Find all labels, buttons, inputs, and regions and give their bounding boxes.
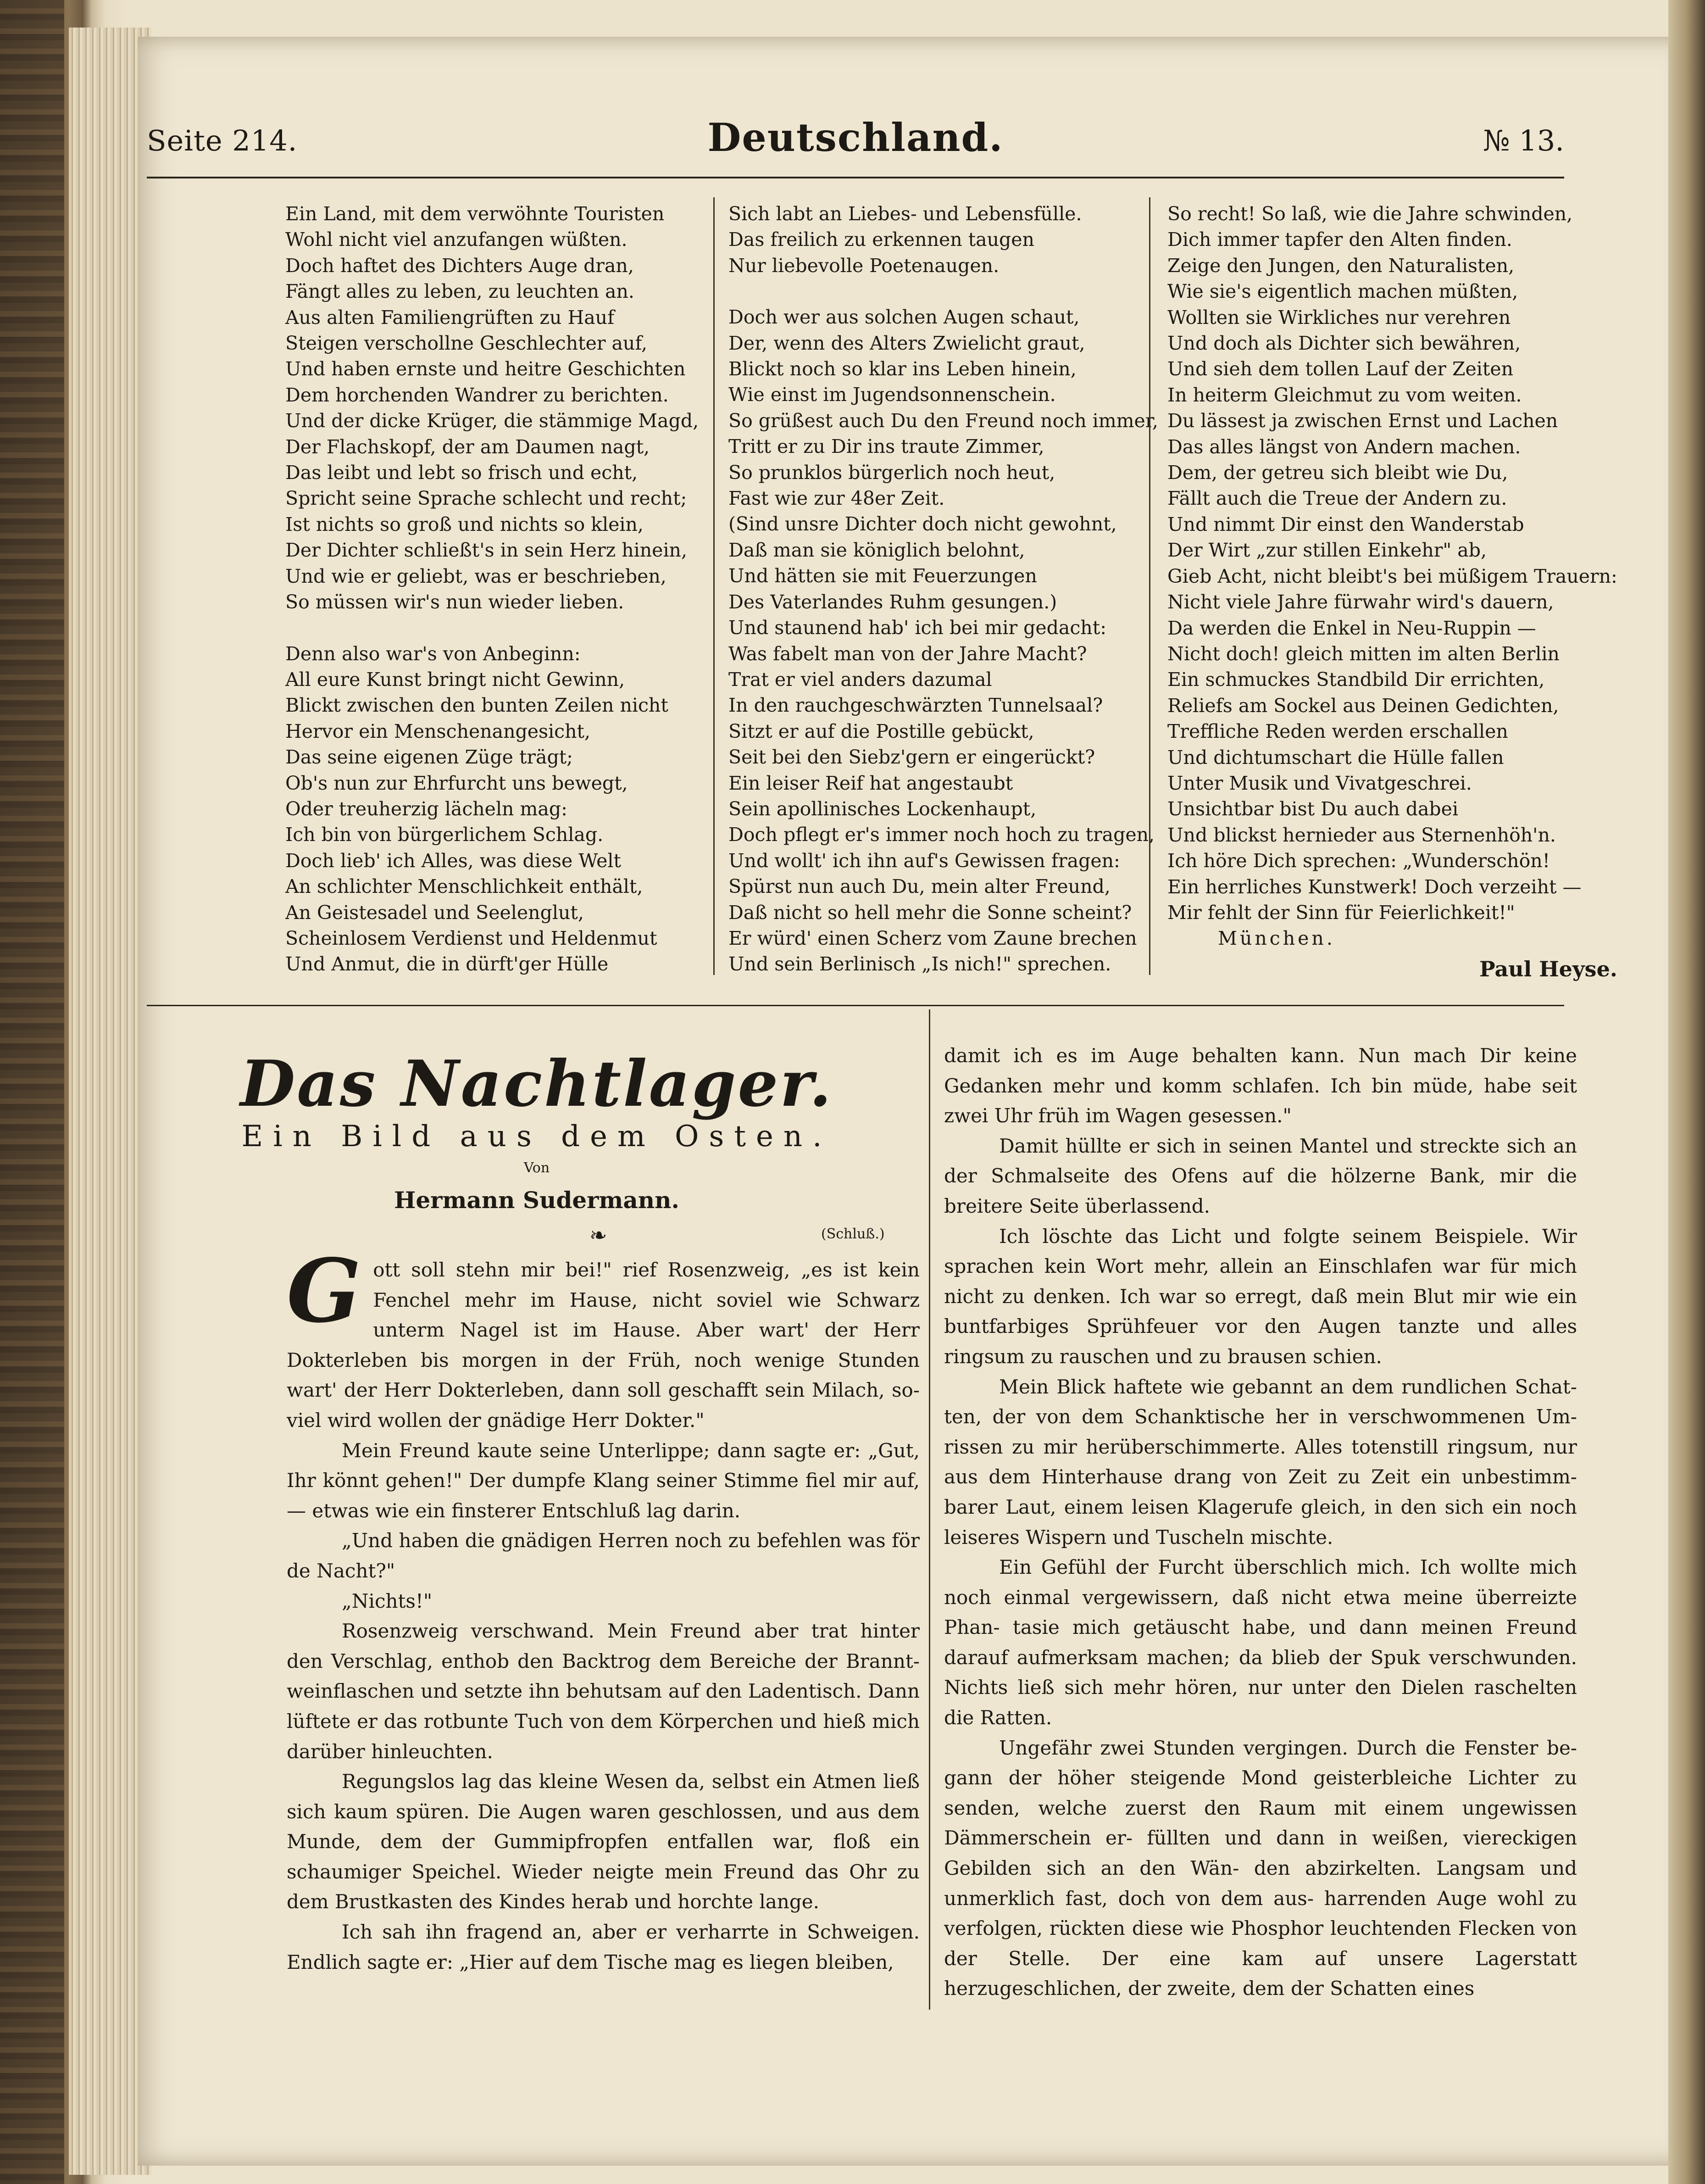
- issue-number: № 13.: [1483, 124, 1564, 157]
- poem-column-2: [728, 201, 1158, 977]
- paragraph-text: damit ich es im Auge behalten kann. Nun mach Dir keine Gedanken mehr und komm schlafen. Ich bin müde, habe seit zwei Uhr früh im Wagen gesessen.": [944, 1044, 1577, 1127]
- poem-line: Der Dichter schließt's in sein Herz hinein,: [285, 539, 687, 562]
- poem-column-3: [1167, 201, 1617, 982]
- poem-line: Du lässest ja zwischen Ernst und Lachen: [1167, 410, 1558, 432]
- poem-line: Des Vaterlandes Ruhm gesungen.): [728, 591, 1057, 613]
- paragraph-text: Regungslos lag das kleine Wesen da, selbst ein Atmen ließ sich kaum spüren. Die Augen waren geschlossen, und aus dem Munde, dem der Gummipfropfen entfallen war, floß ein schaumiger Speichel. Wieder neigte mein Freund das Ohr zu dem Brustkasten des Kindes herab und horchte lange.: [287, 1770, 920, 1913]
- column-separator: [1149, 197, 1150, 975]
- poem-line: Was fabelt man von der Jahre Macht?: [728, 642, 1087, 665]
- poem-line: Der Wirt „zur stillen Einkehr" ab,: [1167, 539, 1487, 562]
- paragraph: [944, 1372, 1577, 1553]
- poem-line: Sitzt er auf die Postille gebückt,: [728, 720, 1034, 742]
- poem-line: Fängt alles zu leben, zu leuchten an.: [285, 280, 634, 303]
- poem-line: All eure Kunst bringt nicht Gewinn,: [285, 668, 625, 691]
- paragraph: [944, 1131, 1577, 1221]
- poem-line: Wie sie's eigentlich machen müßten,: [1167, 280, 1518, 303]
- poem-place: München.: [1218, 927, 1335, 950]
- poem-column-1: [285, 201, 699, 977]
- poem-line: So grüßest auch Du den Freund noch immer,: [728, 409, 1158, 432]
- paragraph-text: Mein Blick haftete wie gebannt an dem rundlichen Schat- ten, der von dem Schanktische her in verschwommenen Um- rissen zu mir herüberschimmerte. Alles totenstill ringsum, nur aus dem Hinterhause drang von Zeit zu Zeit ein unbestimm- barer Laut, einem leisen Klagerufe gleich, in den sich ein noch leiseres Wispern und Tuscheln mischte.: [944, 1375, 1577, 1549]
- article-column-right: [944, 1041, 1577, 2004]
- poem-line: Ein schmuckes Standbild Dir errichten,: [1167, 669, 1545, 691]
- poem-line: Ich höre Dich sprechen: „Wunderschön!: [1167, 850, 1550, 872]
- poem-line: Spürst nun auch Du, mein alter Freund,: [728, 875, 1111, 898]
- right-page-edge: [1668, 0, 1705, 2184]
- stanza-break: [285, 615, 699, 641]
- poem-line: Fast wie zur 48er Zeit.: [728, 487, 945, 510]
- poem-line: Unsichtbar bist Du auch dabei: [1167, 798, 1459, 820]
- paragraph-text: „Nichts!": [342, 1589, 433, 1612]
- poem-line: Seit bei den Siebz'gern er eingerückt?: [728, 746, 1095, 769]
- paragraph: [287, 1526, 920, 1586]
- poem-line: Und sieh dem tollen Lauf der Zeiten: [1167, 358, 1514, 380]
- paragraph: [944, 1221, 1577, 1372]
- paragraph: [944, 1041, 1577, 1131]
- article-byline-von: Von: [523, 1160, 550, 1176]
- article-author: Hermann Sudermann.: [394, 1187, 679, 1214]
- paragraph: [287, 1240, 920, 1436]
- poem-line: Scheinlosem Verdienst und Heldenmut: [285, 927, 657, 949]
- poem-line: Hervor ein Menschenangesicht,: [285, 720, 591, 742]
- poem-line: In den rauchgeschwärzten Tunnelsaal?: [728, 694, 1103, 717]
- poem-line: Denn also war's von Anbeginn:: [285, 642, 581, 665]
- paragraph: [287, 1616, 920, 1766]
- poem-line: So prunklos bürgerlich noch heut,: [728, 461, 1055, 484]
- poem-line: Und nimmt Dir einst den Wanderstab: [1167, 513, 1524, 535]
- paragraph-text: Ein Gefühl der Furcht überschlich mich. Ich wollte mich noch einmal vergewissern, daß nicht etwa meine überreizte Phan- tasie mich getäuscht habe, und dann meinen Freund darauf aufmerksam machen; da blieb der Spuk verschwunden. Nichts ließ sich mehr hören, nur unter den Dielen raschelten die Ratten.: [944, 1556, 1577, 1729]
- article-title: Das Nachtlager.: [240, 1046, 833, 1121]
- poem-line: Das leibt und lebt so frisch und echt,: [285, 462, 638, 484]
- stanza-break: [728, 279, 1158, 304]
- poem-line: Daß man sie königlich belohnt,: [728, 539, 1025, 561]
- fleuron-ornament-icon: ❧: [589, 1223, 607, 1248]
- poem-line: Aus alten Familiengrüften zu Hauf: [285, 306, 615, 329]
- poem-line: Sein apollinisches Lockenhaupt,: [728, 797, 1037, 820]
- journal-title: Deutschland.: [707, 115, 1004, 160]
- poem-line: Das alles längst von Andern machen.: [1167, 435, 1521, 458]
- drop-cap: G: [287, 1240, 361, 1342]
- poem-line: Und doch als Dichter sich bewähren,: [1167, 332, 1521, 355]
- poem-line: Dich immer tapfer den Alten finden.: [1167, 228, 1512, 251]
- poem-line: Wollten sie Wirkliches nur verehren: [1167, 306, 1511, 329]
- poem-line: Wohl nicht viel anzufangen wüßten.: [285, 228, 628, 251]
- book-spine: [0, 0, 64, 2184]
- poem-line: Dem, der getreu sich bleibt wie Du,: [1167, 462, 1508, 484]
- poem-line: Trat er viel anders dazumal: [728, 668, 992, 691]
- poem-line: Mir fehlt der Sinn für Feierlichkeit!": [1167, 901, 1515, 924]
- poem-line: Doch wer aus solchen Augen schaut,: [728, 306, 1080, 329]
- poem-line: Das freilich zu erkennen taugen: [728, 228, 1034, 251]
- article-subtitle: Ein Bild aus dem Osten.: [241, 1120, 832, 1153]
- paragraph: [287, 1586, 920, 1616]
- paragraph-text: Ich löschte das Licht und folgte seinem Beispiele. Wir sprachen kein Wort mehr, allein an Einschlafen war für mich nicht zu denken. Ich war so erregt, daß mein Blut mir wie ein buntfarbiges Sprühfeuer vor den Augen tanzte und alles ringsum zu rauschen und zu brausen schien.: [944, 1225, 1577, 1368]
- poem-line: Fällt auch die Treue der Andern zu.: [1167, 487, 1507, 510]
- poem-line: Er würd' einen Scherz vom Zaune brechen: [728, 927, 1137, 949]
- poem-line: Dem horchenden Wandrer zu berichten.: [285, 384, 669, 406]
- poem-line: Ein Land, mit dem verwöhnte Touristen: [285, 203, 665, 225]
- poem-line: Das seine eigenen Züge trägt;: [285, 746, 573, 769]
- poem-line: Doch haftet des Dichters Auge dran,: [285, 254, 634, 277]
- poem-line: Daß nicht so hell mehr die Sonne scheint?: [728, 901, 1132, 924]
- paragraph-text: Mein Freund kaute seine Unterlippe; dann sagte er: „Gut, Ihr könnt gehen!" Der dumpfe Klang seiner Stimme fiel mir auf, — etwas wie ein finsterer Entschluß lag darin.: [287, 1439, 920, 1522]
- poem-line: Doch pflegt er's immer noch hoch zu tragen,: [728, 824, 1155, 846]
- paragraph-text: ott soll stehn mir bei!" rief Rosenzweig, „es ist kein Fenchel mehr im Hause, nicht soviel wie Schwarz unterm Nagel ist im Hause. Aber wart' der Herr Dokterleben bis morgen in der Früh, noch wenige Stunden wart' der Herr Dokterleben, dann soll geschafft sein Milach, so- viel wird wollen der gnädige Herr Dokter.": [287, 1259, 920, 1432]
- paragraph: [287, 1766, 920, 1917]
- poem-line: In heiterm Gleichmut zu vom weiten.: [1167, 384, 1522, 406]
- poem-line: Spricht seine Sprache schlecht und recht;: [285, 487, 687, 510]
- poem-line: Sich labt an Liebes- und Lebensfülle.: [728, 203, 1082, 225]
- paragraph-text: Rosenzweig verschwand. Mein Freund aber trat hinter den Verschlag, enthob den Backtrog dem Bereiche der Brannt- weinflaschen und setzte ihn behutsam auf den Ladentisch. Dann lüftete er das rotbunte Tuch von dem Körperchen und hieß mich darüber hinleuchten.: [287, 1620, 920, 1763]
- poem-line: Treffliche Reden werden erschallen: [1167, 720, 1508, 743]
- poem-line: So recht! So laß, wie die Jahre schwinden,: [1167, 203, 1573, 225]
- poem-line: Nicht viele Jahre fürwahr wird's dauern,: [1167, 591, 1554, 613]
- poem-line: Gieb Acht, nicht bleibt's bei müßigem Trauern:: [1167, 565, 1617, 587]
- paragraph: [287, 1917, 920, 1977]
- poem-line: Und dichtumschart die Hülle fallen: [1167, 746, 1504, 769]
- poem-line: Der, wenn des Alters Zwielicht graut,: [728, 332, 1085, 354]
- paragraph: [287, 1436, 920, 1526]
- poem-line: Reliefs am Sockel aus Deinen Gedichten,: [1167, 694, 1559, 717]
- poem-line: (Sind unsre Dichter doch nicht gewohnt,: [728, 513, 1117, 535]
- paragraph-text: „Und haben die gnädigen Herren noch zu befehlen was för de Nacht?": [287, 1529, 920, 1582]
- continuation-note: (Schluß.): [821, 1226, 885, 1242]
- poem-line: An Geistesadel und Seelenglut,: [285, 901, 584, 924]
- header-rule: [147, 177, 1564, 178]
- poem-line: Unter Musik und Vivatgeschrei.: [1167, 772, 1472, 794]
- poem-line: Blickt zwischen den bunten Zeilen nicht: [285, 694, 668, 717]
- poem-line: Und hätten sie mit Feuerzungen: [728, 565, 1037, 587]
- poem-line: So müssen wir's nun wieder lieben.: [285, 591, 624, 613]
- poem-line: Und blickst hernieder aus Sternenhöh'n.: [1167, 824, 1556, 846]
- paragraph: [944, 1552, 1577, 1733]
- poem-line: Und sein Berlinisch „Is nich!" sprechen.: [728, 953, 1111, 975]
- poem-line: Tritt er zu Dir ins traute Zimmer,: [728, 435, 1044, 458]
- page-header: [147, 106, 1564, 179]
- page-number: Seite 214.: [147, 124, 298, 157]
- poem-line: Steigen verschollne Geschlechter auf,: [285, 332, 648, 355]
- paragraph-text: Damit hüllte er sich in seinen Mantel und streckte sich an der Schmalseite des Ofens auf die hölzerne Bank, mir die breitere Seite überlassend.: [944, 1134, 1577, 1217]
- poem-author: Paul Heyse.: [1479, 956, 1617, 981]
- poem-line: Ist nichts so groß und nichts so klein,: [285, 513, 644, 535]
- poem-line: Doch lieb' ich Alles, was diese Welt: [285, 849, 621, 872]
- poem-line: Nicht doch! gleich mitten im alten Berlin: [1167, 642, 1560, 665]
- poem-line: Und haben ernste und heitre Geschichten: [285, 358, 686, 380]
- paragraph-text: Ich sah ihn fragend an, aber er verharrte in Schweigen. Endlich sagte er: „Hier auf dem Tische mag es liegen bleiben,: [287, 1921, 920, 1973]
- poem-line: Da werden die Enkel in Neu-Ruppin —: [1167, 617, 1536, 639]
- poem-line: Und staunend hab' ich bei mir gedacht:: [728, 617, 1107, 639]
- poem-line: An schlichter Menschlichkeit enthält,: [285, 875, 643, 898]
- paragraph-text: Ungefähr zwei Stunden vergingen. Durch die Fenster be- gann der höher steigende Mond geisterbleiche Lichter zu senden, welche zuerst den Raum mit einem ungewissen Dämmerschein er- füllten und dann in weißen, viereckigen Gebilden sich an den Wän- den abzirkelten. Langsam und unmerklich fast, doch von dem aus- harrenden Auge wohl zu verfolgen, rückten diese wie Phosphor leuchtenden Flecken von der Stelle. Der eine kam auf unsere Lagerstatt herzugeschlichen, der zweite, dem der Schatten eines: [944, 1736, 1577, 2000]
- paragraph: [944, 1733, 1577, 2004]
- poem-line: Nur liebevolle Poetenaugen.: [728, 254, 1000, 277]
- poem-line: Und wollt' ich ihn auf's Gewissen fragen:: [728, 849, 1120, 872]
- poem-line: Und Anmut, die in dürft'ger Hülle: [285, 953, 609, 975]
- poem-line: Zeige den Jungen, den Naturalisten,: [1167, 254, 1515, 277]
- column-separator: [713, 197, 715, 975]
- poem-line: Und wie er geliebt, was er beschrieben,: [285, 565, 666, 587]
- section-rule: [147, 1005, 1564, 1006]
- poem-line: Ein herrliches Kunstwerk! Doch verzeiht —: [1167, 875, 1582, 898]
- column-separator: [929, 1009, 930, 2010]
- article-column-left: [287, 1240, 920, 1977]
- poem-line: Oder treuherzig lächeln mag:: [285, 797, 567, 820]
- poem-line: Und der dicke Krüger, die stämmige Magd,: [285, 410, 699, 432]
- poem-line: Blickt noch so klar ins Leben hinein,: [728, 358, 1077, 380]
- poem-line: Der Flachskopf, der am Daumen nagt,: [285, 435, 650, 458]
- poem-line: Ich bin von bürgerlichem Schlag.: [285, 824, 604, 846]
- poem-line: Ein leiser Reif hat angestaubt: [728, 772, 1013, 794]
- poem-line: Wie einst im Jugendsonnenschein.: [728, 384, 1056, 406]
- poem-line: Ob's nun zur Ehrfurcht uns bewegt,: [285, 772, 628, 794]
